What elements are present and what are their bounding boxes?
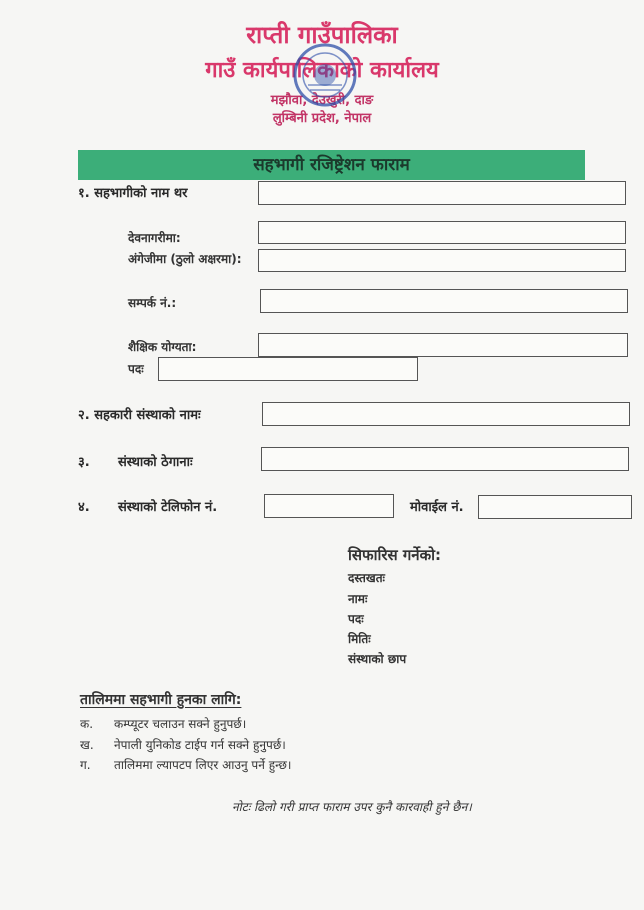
- recommender-date: मितिः: [348, 632, 371, 646]
- participant-name-label: १. सहभागीको नाम थर: [78, 186, 188, 201]
- education-label: शैक्षिक योग्यता:: [128, 340, 197, 354]
- requirement-mark: ग.: [80, 758, 91, 772]
- recommender-stamp: संस्थाको छाप: [348, 652, 407, 666]
- coop-name-field[interactable]: [262, 402, 630, 426]
- contact-number-input[interactable]: [261, 290, 627, 312]
- requirements-heading: तालिममा सहभागी हुनका लागि:: [80, 692, 242, 708]
- post-input[interactable]: [159, 358, 417, 380]
- requirement-text: नेपाली युनिकोड टाईप गर्न सक्ने हुनुपर्छ।: [114, 738, 286, 752]
- requirement-mark: ख.: [80, 738, 94, 752]
- coop-phone-field[interactable]: [264, 494, 394, 518]
- phone-number-index: ४.: [78, 500, 90, 515]
- requirement-mark: क.: [80, 717, 94, 731]
- post-field[interactable]: [158, 357, 418, 381]
- office-name: गाउँ कार्यपालिकाको कार्यालय: [205, 57, 439, 83]
- coop-phone-input[interactable]: [265, 495, 393, 517]
- recommender-signature: दस्तखतः: [348, 571, 385, 585]
- mobile-field[interactable]: [478, 495, 632, 519]
- form-title-banner: सहभागी रजिष्ट्रेशन फाराम: [78, 150, 585, 180]
- coop-name-input[interactable]: [263, 403, 629, 425]
- recommender-post: पदः: [348, 612, 364, 626]
- municipality-name: राप्ती गाउँपालिका: [246, 20, 398, 49]
- participant-name-field[interactable]: [258, 181, 626, 205]
- devanagari-name-field[interactable]: [258, 221, 626, 244]
- recommender-name: नामः: [348, 592, 368, 606]
- coop-name-label: २. सहकारी संस्थाको नामः: [78, 408, 201, 423]
- late-submission-note: नोटः ढिलो गरी प्राप्त फाराम उपर कुनै कारवाही हुने छैन।: [232, 800, 472, 814]
- recommender-heading: सिफारिस गर्नेको:: [348, 546, 442, 564]
- coop-address-input[interactable]: [262, 448, 628, 470]
- coop-phone-label: संस्थाको टेलिफोन नं.: [118, 500, 218, 515]
- office-address-line1: मझौवा, देउखुरी, दाङ: [270, 93, 374, 108]
- education-input[interactable]: [259, 334, 627, 356]
- contact-number-field[interactable]: [260, 289, 628, 313]
- contact-label: सम्पर्क नं.:: [128, 296, 177, 310]
- requirement-text: तालिममा ल्यापटप लिएर आउनु पर्ने हुन्छ।: [114, 758, 292, 772]
- address-number: ३.: [78, 455, 90, 470]
- english-name-input[interactable]: [259, 251, 625, 272]
- coop-address-field[interactable]: [261, 447, 629, 471]
- english-name-field[interactable]: [258, 249, 626, 272]
- office-address-line2: लुम्बिनी प्रदेश, नेपाल: [272, 111, 372, 126]
- requirement-text: कम्प्यूटर चलाउन सक्ने हुनुपर्छ।: [114, 717, 247, 731]
- office-seal-icon: [290, 40, 360, 110]
- post-label: पदः: [128, 362, 144, 376]
- mobile-label: मोवाईल नं.: [410, 500, 464, 515]
- devanagari-name-input[interactable]: [259, 223, 625, 244]
- coop-address-label: संस्थाको ठेगानाः: [118, 455, 193, 470]
- education-field[interactable]: [258, 333, 628, 357]
- english-label: अंगेजीमा (ठुलो अक्षरमा):: [128, 252, 242, 266]
- devanagari-label: देवनागरीमा:: [128, 231, 181, 245]
- participant-name-input[interactable]: [259, 182, 625, 204]
- mobile-input[interactable]: [479, 496, 631, 518]
